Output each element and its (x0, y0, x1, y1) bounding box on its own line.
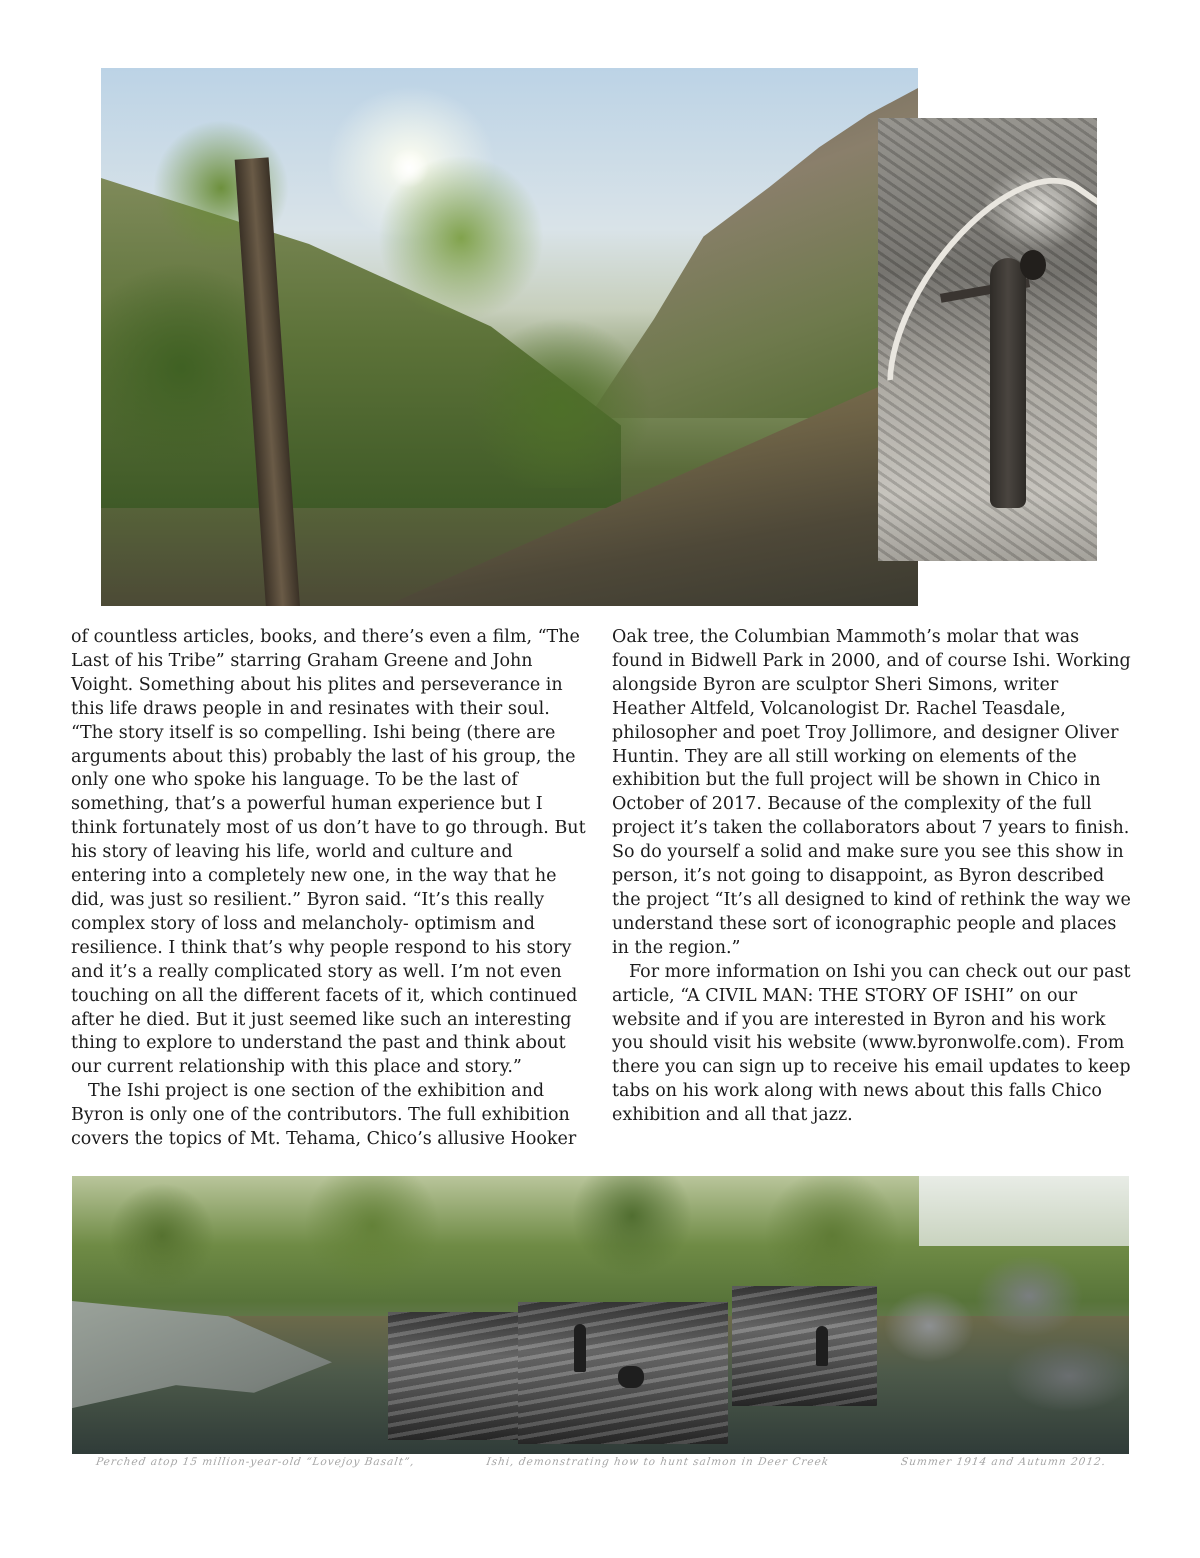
caption-middle: Ishi, demonstrating how to hunt salmon in Deer Creek (485, 1456, 830, 1468)
sun-flare (389, 148, 429, 188)
article-column-right (612, 626, 1132, 1128)
swimming-figure (618, 1366, 644, 1388)
article-paragraph: For more information on Ishi you can check out our past article, “A CIVIL MAN: THE STORY OF ISHI” on our website and if you are interested in Byron and his work you should visit his website (www.byronwolfe.com). From there you can sign up to receive his email updates to keep tabs on his work along with news about this falls Chico exhibition and all that jazz. (612, 961, 1131, 1126)
archer-figure (990, 258, 1026, 508)
oak-canopy (101, 68, 661, 488)
article-paragraph: of countless articles, books, and there’s even a film, “The Last of his Tribe” starring Graham Greene and John Voight. Something about his plites and perseverance in this life draws people in and resinates with their soul. “The story itself is so compelling. Ishi being (there are arguments about this) probably the last of his group, the only one who spoke his language. To be the last of something, that’s a powerful human experience but I think fortunately most of us don’t have to go through. But his story of leaving his life, world and culture and entering into a completely new one, in the way that he did, was just so resilient.” Byron said. “It’s this really complex story of loss and melancholy- optimism and resilience. I think that’s why people respond to his story and it’s a really complicated story as well. I’m not even touching on all the different facets of it, which continued after he died. But it just seemed like such an interesting thing to explore to understand the past and think about our current relationship with this place and story.” (71, 627, 586, 1078)
caption-left: Perched atop 15 million-year-old “Lovejoy Basalt”, (95, 1456, 416, 1468)
archival-inset-photo (388, 1312, 518, 1440)
canyon-landscape-photo (101, 68, 918, 606)
standing-figure (574, 1324, 586, 1372)
article-paragraph: Oak tree, the Columbian Mammoth’s molar that was found in Bidwell Park in 2000, and of course Ishi. Working alongside Byron are sculptor Sheri Simons, writer Heather Altfeld, Volcanologist Dr. Rachel Teasdale, philosopher and poet Troy Jollimore, and designer Oliver Huntin. They are all still working on elements of the exhibition but the full project will be shown in Chico in October of 2017. Because of the complexity of the full project it’s taken the collaborators about 7 years to finish. So do yourself a solid and make sure you see this show in person, it’s not going to disappoint, as Byron described the project “It’s all designed to kind of rethink the way we understand these sort of iconographic people and places in the region.” (612, 627, 1131, 958)
article-paragraph: The Ishi project is one section of the exhibition and Byron is only one of the contributors. The full exhibition covers the topics of Mt. Tehama, Chico’s allusive Hooker (71, 1081, 577, 1150)
archer-head (1020, 250, 1046, 280)
archer-archival-photo (878, 118, 1097, 561)
panorama-handwritten-caption (95, 1456, 1107, 1468)
caption-date: Summer 1914 and Autumn 2012. (900, 1456, 1107, 1468)
article-column-left (71, 626, 591, 1152)
deer-creek-panorama-photo (72, 1176, 1129, 1454)
archival-inset-photo (732, 1286, 877, 1406)
boulders (869, 1256, 1129, 1454)
archival-inset-photo (518, 1302, 728, 1444)
wading-figure (816, 1326, 828, 1366)
